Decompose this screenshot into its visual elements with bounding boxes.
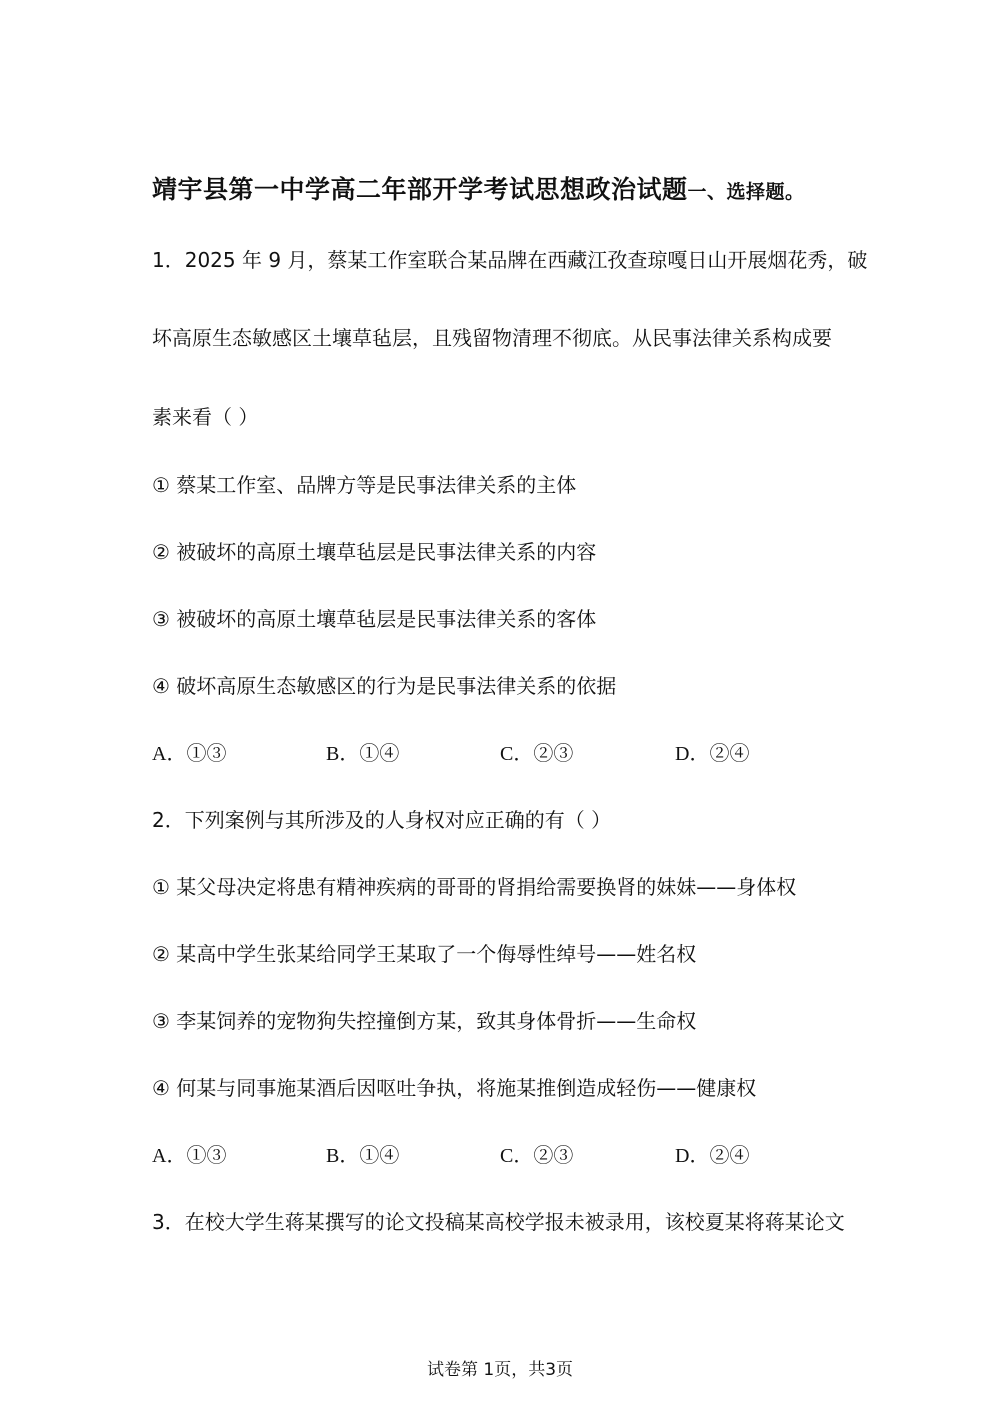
- q2-statement-1: ① 某父母决定将患有精神疾病的哥哥的肾捐给需要换肾的妹妹——身体权: [152, 875, 797, 899]
- q2-stem-line-1: 2．下列案例与其所涉及的人身权对应正确的有（ ）: [152, 808, 612, 832]
- page-footer: 试卷第 1页，共3页: [426, 1360, 574, 1380]
- q2-option-a: A．①③: [152, 1145, 227, 1167]
- q2-statement-4: ④ 何某与同事施某酒后因呕吐争执，将施某推倒造成轻伤——健康权: [152, 1076, 757, 1100]
- q2-option-c: C．②③: [500, 1145, 574, 1167]
- q1-option-c: C．②③: [500, 743, 574, 765]
- q1-statement-3: ③ 被破坏的高原土壤草毡层是民事法律关系的客体: [152, 607, 597, 631]
- q2-option-d: D．②④: [675, 1145, 750, 1167]
- q1-option-a: A．①③: [152, 743, 227, 765]
- q1-statement-2: ② 被破坏的高原土壤草毡层是民事法律关系的内容: [152, 540, 597, 564]
- title-section: 一、选择题。: [687, 181, 805, 203]
- q1-option-b: B．①④: [326, 743, 400, 765]
- title-main: 靖宇县第一中学高二年部开学考试思想政治试题: [152, 175, 688, 204]
- page-title: [152, 170, 805, 206]
- q2-option-b: B．①④: [326, 1145, 400, 1167]
- q2-statement-3: ③ 李某饲养的宠物狗失控撞倒方某，致其身体骨折——生命权: [152, 1009, 697, 1033]
- q3-stem-line-1: 3．在校大学生蒋某撰写的论文投稿某高校学报未被录用，该校夏某将蒋某论文: [152, 1210, 845, 1234]
- q1-option-d: D．②④: [675, 743, 750, 765]
- q1-stem-line-2: 坏高原生态敏感区土壤草毡层，且残留物清理不彻底。从民事法律关系构成要: [152, 326, 832, 350]
- q1-statement-1: ① 蔡某工作室、品牌方等是民事法律关系的主体: [152, 473, 577, 497]
- q1-stem-line-3: 素来看（ ）: [152, 405, 259, 429]
- q1-stem-line-1: 1．2025 年 9 月，蔡某工作室联合某品牌在西藏江孜查琼嘎日山开展烟花秀，破: [152, 248, 868, 272]
- q1-statement-4: ④ 破坏高原生态敏感区的行为是民事法律关系的依据: [152, 674, 617, 698]
- q2-statement-2: ② 某高中学生张某给同学王某取了一个侮辱性绰号——姓名权: [152, 942, 697, 966]
